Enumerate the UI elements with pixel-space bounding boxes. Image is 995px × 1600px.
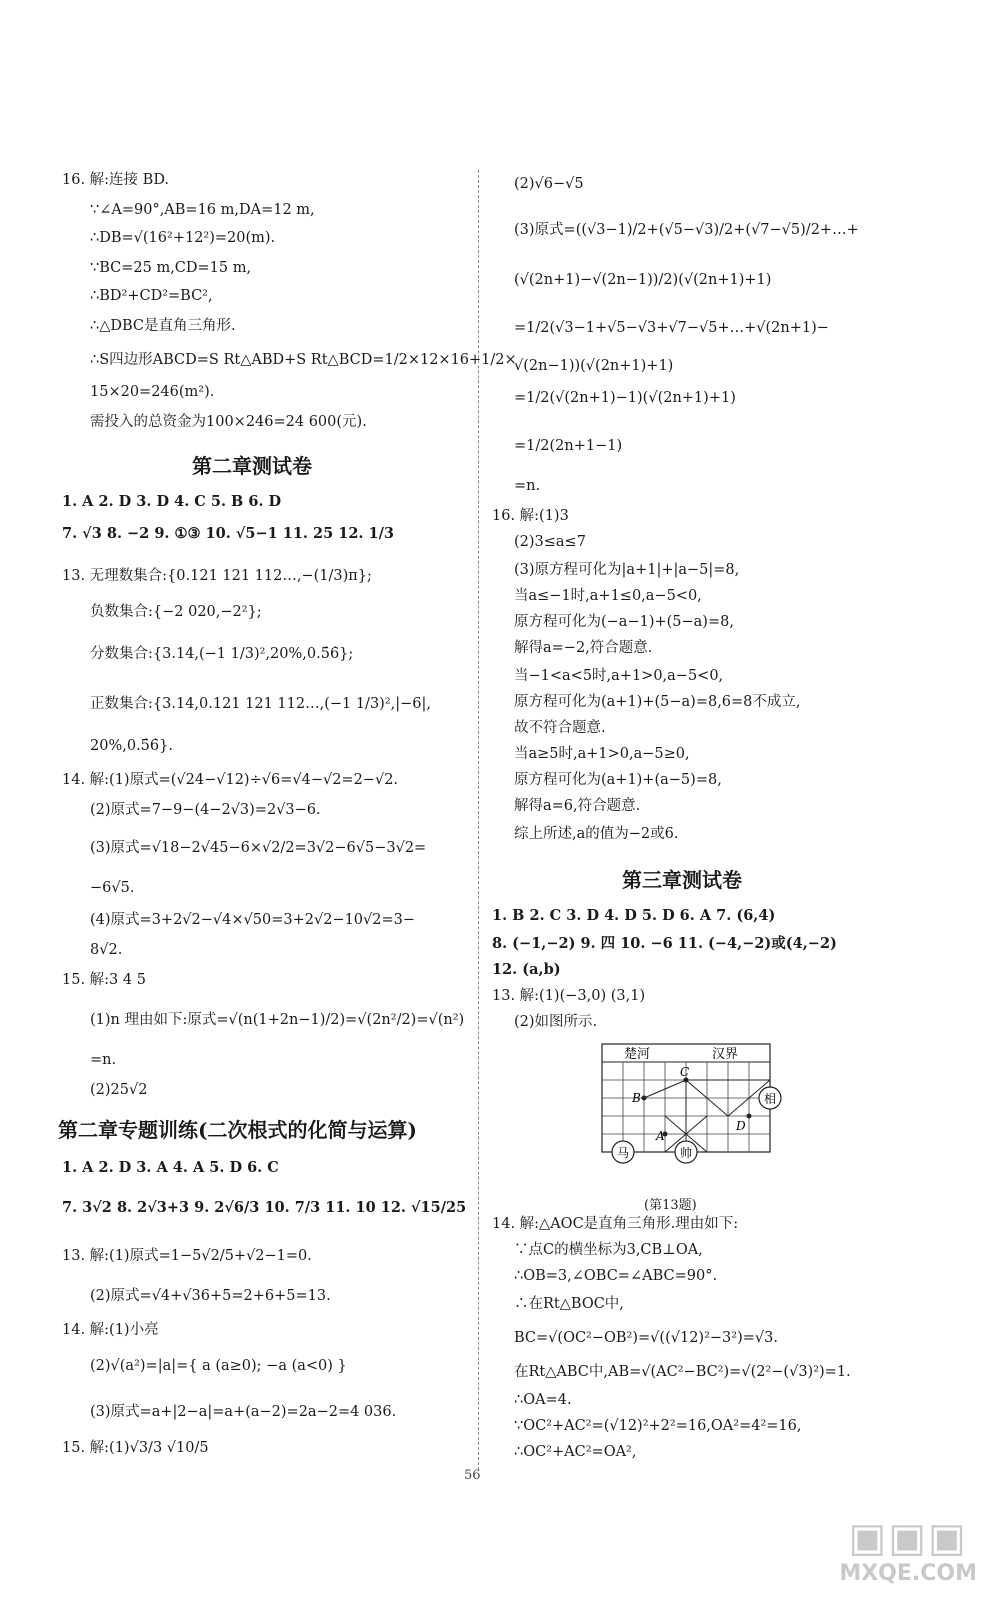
answer-row: 7. 3√2 8. 2√3+3 9. 2√6/3 10. 7/3 11. 10 12. √15/25 [62, 1199, 467, 1216]
text-line: (3)原式=((√3−1)/2+(√5−√3)/2+(√7−√5)/2+…+ [514, 222, 859, 238]
text-line: 正数集合:{3.14,0.121 121 112…,(−1 1/3)²,|−6|, [90, 696, 432, 712]
text-line: 15. 解:(1)√3/3 √10/5 [62, 1440, 209, 1456]
text-line: ∴DB=√(16²+12²)=20(m). [90, 230, 276, 246]
text-line: ∴在Rt△BOC中, [514, 1296, 624, 1312]
text-line: 当a≤−1时,a+1≤0,a−5<0, [514, 588, 702, 604]
watermark [839, 1515, 977, 1586]
text-line: (2)3≤a≤7 [514, 534, 586, 550]
point-b [642, 1096, 647, 1101]
text-line: 14. 解:△AOC是直角三角形.理由如下: [492, 1216, 739, 1232]
text-line: =n. [514, 478, 541, 494]
text-line: 综上所述,a的值为−2或6. [514, 826, 679, 842]
text-line: (2)√(a²)=|a|={ a (a≥0); −a (a<0) } [90, 1358, 347, 1374]
text-line: 当−1<a<5时,a+1>0,a−5<0, [514, 668, 724, 684]
text-line: 20%,0.5̇6̇}. [90, 738, 173, 754]
piece-shuai-label: 帅 [680, 1146, 693, 1160]
text-line: ∴OA=4. [514, 1392, 572, 1408]
label-c: C [680, 1065, 690, 1079]
text-line: BC=√(OC²−OB²)=√((√12)²−3²)=√3. [514, 1330, 778, 1346]
text-line: −6√5. [90, 880, 135, 896]
watermark-logo: ▣▣▣ [848, 1515, 968, 1561]
text-line: (3)原式=√18−2√45−6×√2/2=3√2−6√5−3√2= [90, 840, 427, 856]
text-line: =1/2(√3−1+√5−√3+√7−√5+…+√(2n+1)− [514, 320, 829, 336]
text-line: 需投入的总资金为100×246=24 600(元). [90, 414, 367, 430]
watermark-url: MXQE.COM [839, 1561, 977, 1586]
text-line: 16. 解:连接 BD. [62, 172, 170, 188]
text-line: ∵点C的横坐标为3,CB⊥OA, [514, 1242, 703, 1258]
text-line: 解得a=−2,符合题意. [514, 640, 653, 656]
text-line: 14. 解:(1)小亮 [62, 1322, 159, 1338]
section-title: 第二章测试卷 [192, 454, 312, 478]
text-line: 15. 解:3 4 5 [62, 972, 146, 988]
text-line: 15×20=246(m²). [90, 384, 215, 400]
answer-row: 1. A 2. D 3. D 4. C 5. B 6. D [62, 493, 282, 510]
text-line: 原方程可化为(−a−1)+(5−a)=8, [514, 614, 734, 630]
text-line: 13. 解:(1)原式=1−5√2/5+√2−1=0. [62, 1248, 312, 1264]
text-line: (2)如图所示. [514, 1014, 598, 1030]
text-line: ∴△DBC是直角三角形. [90, 318, 236, 334]
text-line: =1/2(2n+1−1) [514, 438, 623, 454]
answer-row: 1. B 2. C 3. D 4. D 5. D 6. A 7. (6,4) [492, 907, 776, 924]
label-d: D [736, 1119, 746, 1133]
text-line: 原方程可化为(a+1)+(5−a)=8,6=8不成立, [514, 694, 801, 710]
text-line: (2)原式=7−9−(4−2√3)=2√3−6. [90, 802, 321, 818]
page-number: 56 [464, 1468, 481, 1483]
section-title: 第三章测试卷 [622, 868, 742, 892]
text-line: (2)原式=√4+√36+5=2+6+5=13. [90, 1288, 331, 1304]
text-line: =n. [90, 1052, 117, 1068]
answer-row: 1. A 2. D 3. A 4. A 5. D 6. C [62, 1159, 279, 1176]
answer-row: 12. (a,b) [492, 961, 561, 978]
text-line: (2)√6−√5 [514, 176, 584, 192]
text-line: 原方程可化为(a+1)+(a−5)=8, [514, 772, 722, 788]
text-line: 16. 解:(1)3 [492, 508, 569, 524]
river-right-label: 汉界 [712, 1047, 739, 1062]
text-line: (1)n 理由如下:原式=√(n(1+2n−1)/2)=√(2n²/2)=√(n²) [90, 1012, 465, 1028]
text-line: ∵∠A=90°,AB=16 m,DA=12 m, [90, 202, 315, 218]
text-line: 13. 无理数集合:{0.121 121 112…,−(1/3)π}; [62, 568, 372, 584]
label-a: A [656, 1129, 665, 1143]
section-title: 第二章专题训练(二次根式的化简与运算) [58, 1118, 417, 1142]
river-left-label: 楚河 [624, 1047, 651, 1062]
text-line: 13. 解:(1)(−3,0) (3,1) [492, 988, 646, 1004]
text-line: 8√2. [90, 942, 123, 958]
text-line: (4)原式=3+2√2−√4×√50=3+2√2−10√2=3− [90, 912, 416, 928]
label-b: B [632, 1091, 641, 1105]
text-line: (3)原方程可化为|a+1|+|a−5|=8, [514, 562, 740, 578]
figure-caption: (第13题) [644, 1198, 697, 1213]
piece-ma-label: 马 [617, 1146, 630, 1160]
text-line: 在Rt△ABC中,AB=√(AC²−BC²)=√(2²−(√3)²)=1. [514, 1364, 851, 1380]
text-line: √(2n−1))(√(2n+1)+1) [514, 358, 674, 374]
text-line: ∵BC=25 m,CD=15 m, [90, 260, 252, 276]
chessboard-svg [600, 1040, 790, 1190]
text-line: (2)25√2 [90, 1082, 148, 1098]
text-line: 14. 解:(1)原式=(√24−√12)÷√6=√4−√2=2−√2. [62, 772, 399, 788]
text-line: =1/2(√(2n+1)−1)(√(2n+1)+1) [514, 390, 736, 406]
text-line: (√(2n+1)−√(2n−1))/2)(√(2n+1)+1) [514, 272, 772, 288]
text-line: ∴S四边形ABCD=S Rt△ABD+S Rt△BCD=1/2×12×16+1/2× [90, 352, 517, 368]
text-line: (3)原式=a+|2−a|=a+(a−2)=2a−2=4 036. [90, 1404, 397, 1420]
text-line: 负数集合:{−2 020,−2²}; [90, 604, 262, 620]
point-d [747, 1114, 752, 1119]
text-line: ∴OB=3,∠OBC=∠ABC=90°. [514, 1268, 718, 1284]
answer-row: 8. (−1,−2) 9. 四 10. −6 11. (−4,−2)或(4,−2) [492, 935, 837, 952]
text-line: 解得a=6,符合题意. [514, 798, 641, 814]
text-line: 故不符合题意. [514, 720, 606, 736]
chessboard-figure [600, 1040, 790, 1194]
answer-row: 7. √3 8. −2 9. ①③ 10. √5−1 11. 25 12. 1/3 [62, 525, 394, 542]
text-line: 分数集合:{3.14,(−1 1/3)²,20%,0.5̇6̇}; [90, 646, 354, 662]
text-line: ∵OC²+AC²=(√12)²+2²=16,OA²=4²=16, [514, 1418, 802, 1434]
text-line: ∴OC²+AC²=OA², [514, 1444, 637, 1460]
text-line: ∴BD²+CD²=BC², [90, 288, 213, 304]
piece-xiang-label: 相 [764, 1092, 777, 1106]
text-line: 当a≥5时,a+1>0,a−5≥0, [514, 746, 690, 762]
